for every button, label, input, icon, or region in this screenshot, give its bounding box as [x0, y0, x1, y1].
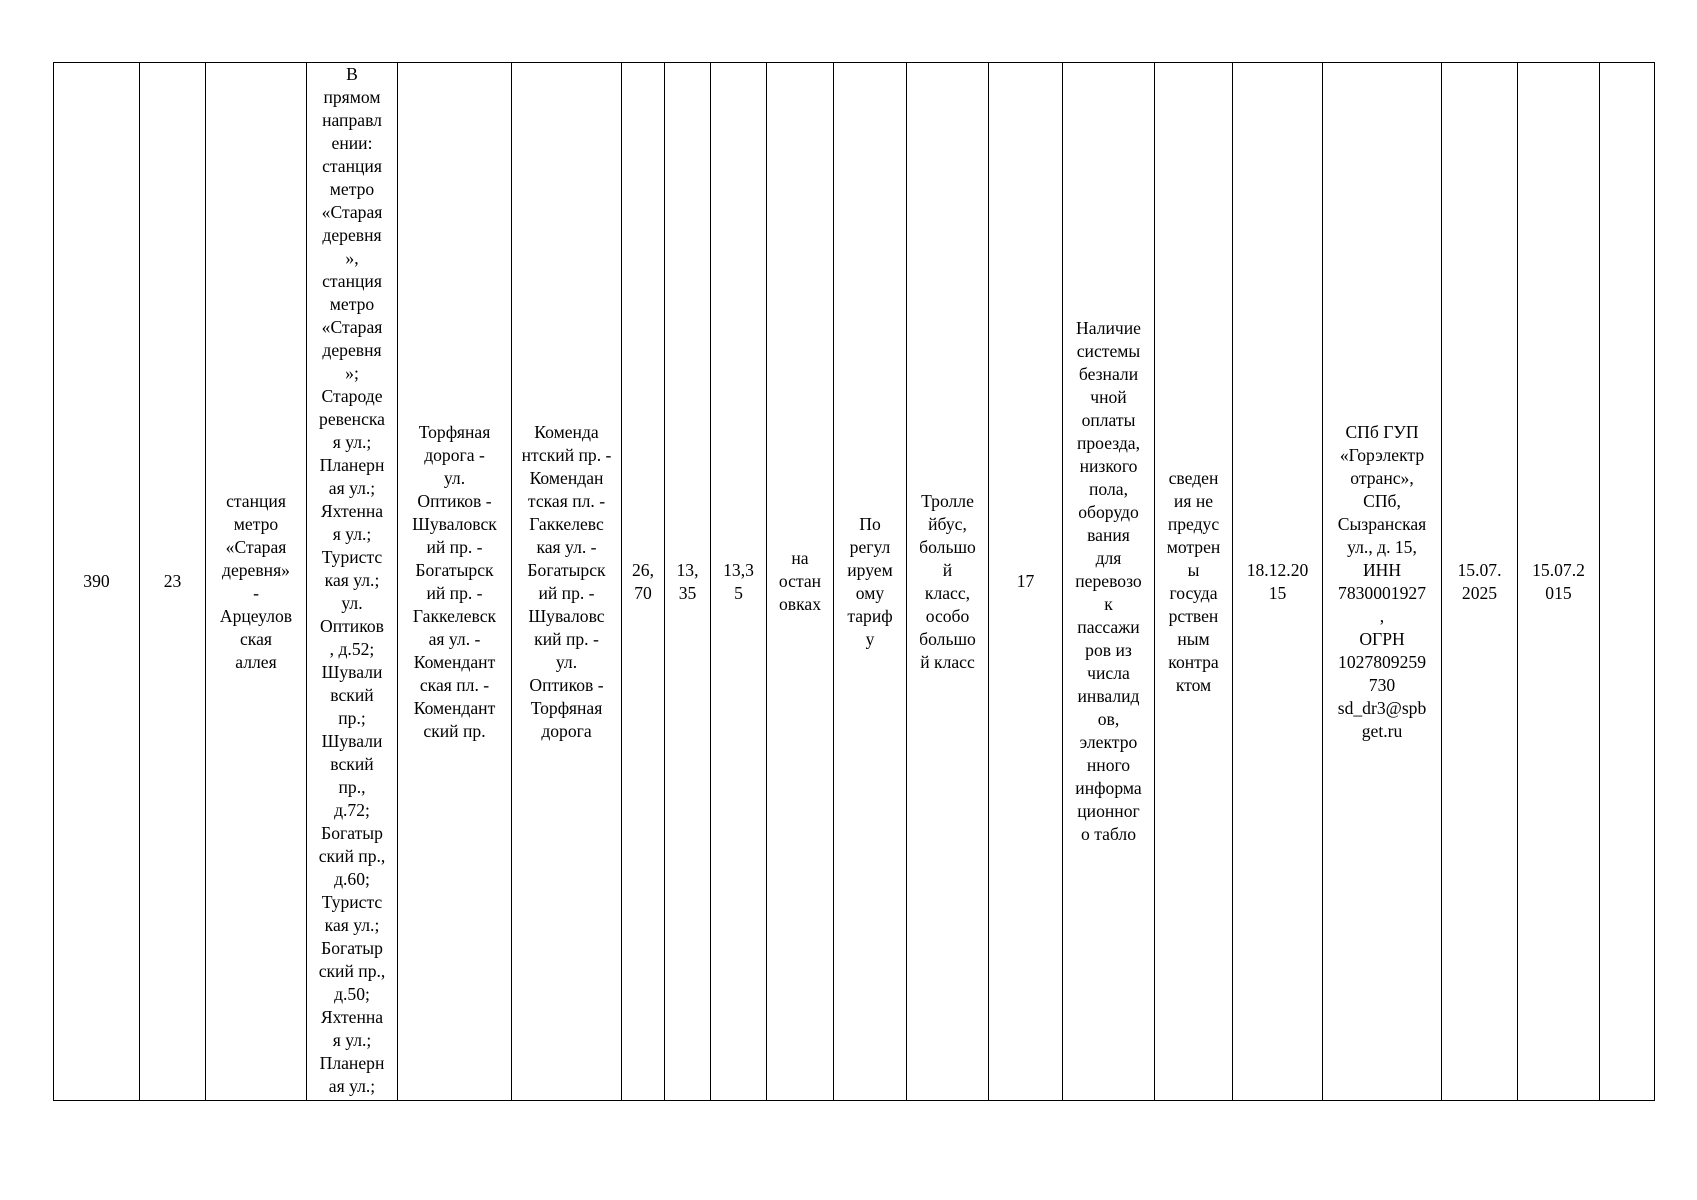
decision-date-cell: 15.07.2 015 [1518, 63, 1600, 1101]
streets-forward-cell: Торфяная дорога - ул. Оптиков - Шуваловск ий пр. - Богатырск ий пр. - Гаккелевск ая ул. - Комендант ская пл. - Комендант ский пр. [398, 63, 512, 1101]
stops-cell: В прямом направл ении: станция метро «Старая деревня », станция метро «Старая деревня »; Староде ревенска я ул.; Планерн ая ул.; Яхтенна я ул.; Туристс кая ул.; ул. Оптиков , д.52; Шували вский пр.; Шували вский пр., д.72; Богатыр ский пр., д.60; Туристс кая ул.; Богатыр ский пр., д.50; Яхтенна я ул.; Планерн ая ул.; [307, 63, 398, 1101]
vehicle-cell: Тролле йбус, большо й класс, особо большо й класс [907, 63, 989, 1101]
length-total-cell: 26, 70 [622, 63, 665, 1101]
boarding-order-cell: на остан овках [767, 63, 834, 1101]
characteristics-cell: Наличие системы безнали чной оплаты проезда, низкого пола, оборудо вания для перевозо к пассажи ров из числа инвалид ов, электро нного информа ционног о табло [1063, 63, 1155, 1101]
tariff-type-cell: По регул ируем ому тариф у [834, 63, 907, 1101]
change-date-cell: 15.07. 2025 [1442, 63, 1518, 1101]
start-date-cell: 18.12.20 15 [1233, 63, 1323, 1101]
vehicle-count-cell: 17 [989, 63, 1063, 1101]
table-row [54, 63, 1655, 1101]
route-name-cell: станция метро «Старая деревня» - Арцеулов ская аллея [206, 63, 307, 1101]
length-forward-cell: 13, 35 [665, 63, 711, 1101]
contract-info-cell: сведен ия не предус мотрен ы госуда рствен ным контра ктом [1155, 63, 1233, 1101]
note-cell [1600, 63, 1655, 1101]
reg-number-cell: 390 [54, 63, 140, 1101]
carrier-cell: СПб ГУП «Горэлектр отранс», СПб, Сызранская ул., д. 15, ИНН 7830001927 , ОГРН 1027809259 730 sd_dr3@spb get.ru [1323, 63, 1442, 1101]
route-registry-table [53, 62, 1655, 1101]
route-number-cell: 23 [140, 63, 206, 1101]
streets-reverse-cell: Коменда нтский пр. - Комендан тская пл. - Гаккелевс кая ул. - Богатырск ий пр. - Шуваловс кий пр. - ул. Оптиков - Торфяная дорога [512, 63, 622, 1101]
length-reverse-cell: 13,3 5 [711, 63, 767, 1101]
